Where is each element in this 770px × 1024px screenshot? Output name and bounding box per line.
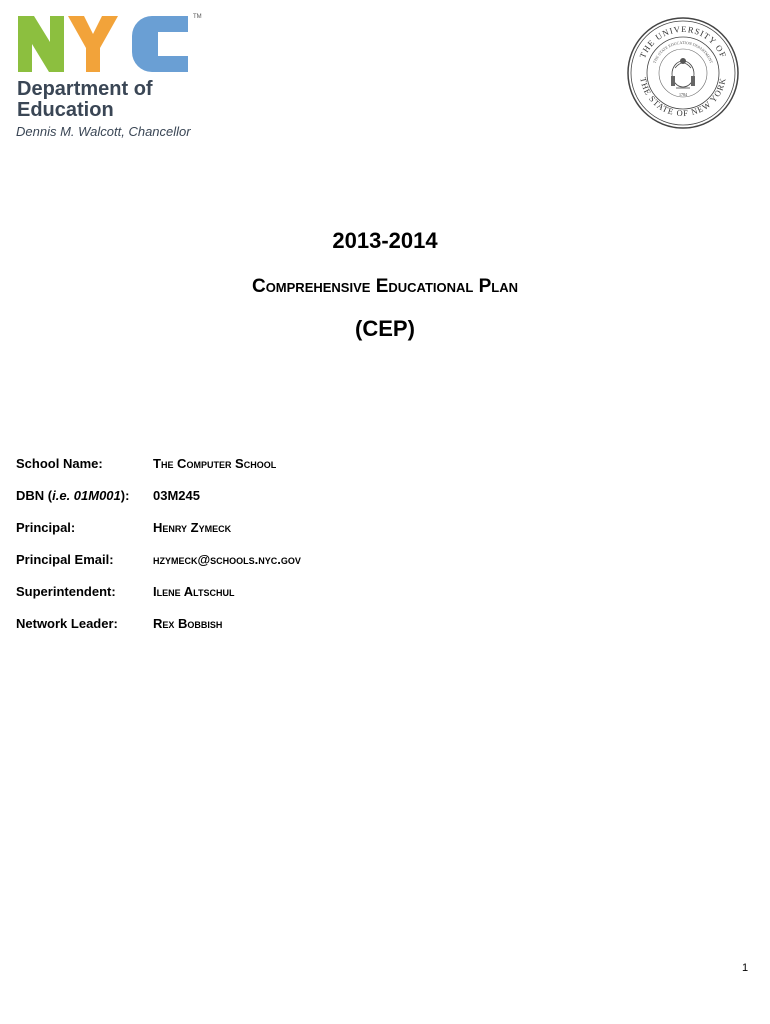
info-row-dbn <box>16 484 616 516</box>
logo-letter-y <box>68 16 118 72</box>
svg-text:THE UNIVERSITY OF: THE UNIVERSITY OF <box>637 23 729 60</box>
page-number: 1 <box>742 962 749 974</box>
logo-letter-c <box>132 16 188 72</box>
principal-value: Henry Zymeck <box>153 520 232 535</box>
network-leader-label: Network Leader: <box>16 616 118 631</box>
chancellor-name: Dennis M. Walcott, Chancellor <box>16 124 191 139</box>
principal-label: Principal: <box>16 520 76 535</box>
school-name-value: The Computer School <box>153 456 277 471</box>
principal-email-label: Principal Email: <box>16 552 114 567</box>
info-row-principal <box>16 516 616 548</box>
plan-year: 2013-2014 <box>332 228 438 253</box>
svg-text:THE STATE EDUCATION DEPARTMENT: THE STATE EDUCATION DEPARTMENT <box>651 39 715 64</box>
superintendent-value: Ilene Altschul <box>153 584 235 599</box>
info-row-network-leader <box>16 612 616 644</box>
trademark-mark: TM <box>193 14 202 20</box>
plan-title: Comprehensive Educational Plan <box>251 276 519 297</box>
svg-text:THE STATE OF NEW YORK: THE STATE OF NEW YORK <box>638 76 728 119</box>
school-info-table <box>16 452 616 644</box>
nys-university-seal <box>626 16 740 130</box>
info-row-superintendent <box>16 580 616 612</box>
info-row-school-name <box>16 452 616 484</box>
principal-email-value: hzymeck@schools.nyc.gov <box>153 552 301 567</box>
dbn-label-suffix: ): <box>120 488 130 503</box>
logo-letter-n <box>18 16 64 72</box>
plan-abbreviation: (CEP) <box>355 316 415 341</box>
superintendent-label: Superintendent: <box>16 584 116 599</box>
seal-year: 1784 <box>679 92 687 97</box>
dbn-label <box>16 488 129 503</box>
school-name-label: School Name: <box>16 456 103 471</box>
nyc-letters-logo <box>16 14 192 76</box>
network-leader-value: Rex Bobbish <box>153 616 223 631</box>
department-name-line1: Department of <box>17 78 153 100</box>
dbn-label-prefix: DBN ( <box>16 488 53 503</box>
info-row-principal-email <box>16 548 616 580</box>
dbn-label-example: i.e. 01M001 <box>52 488 121 503</box>
dbn-value: 03M245 <box>153 488 200 503</box>
nyc-doe-logo <box>16 14 202 121</box>
department-name-line2: Education <box>17 99 114 121</box>
